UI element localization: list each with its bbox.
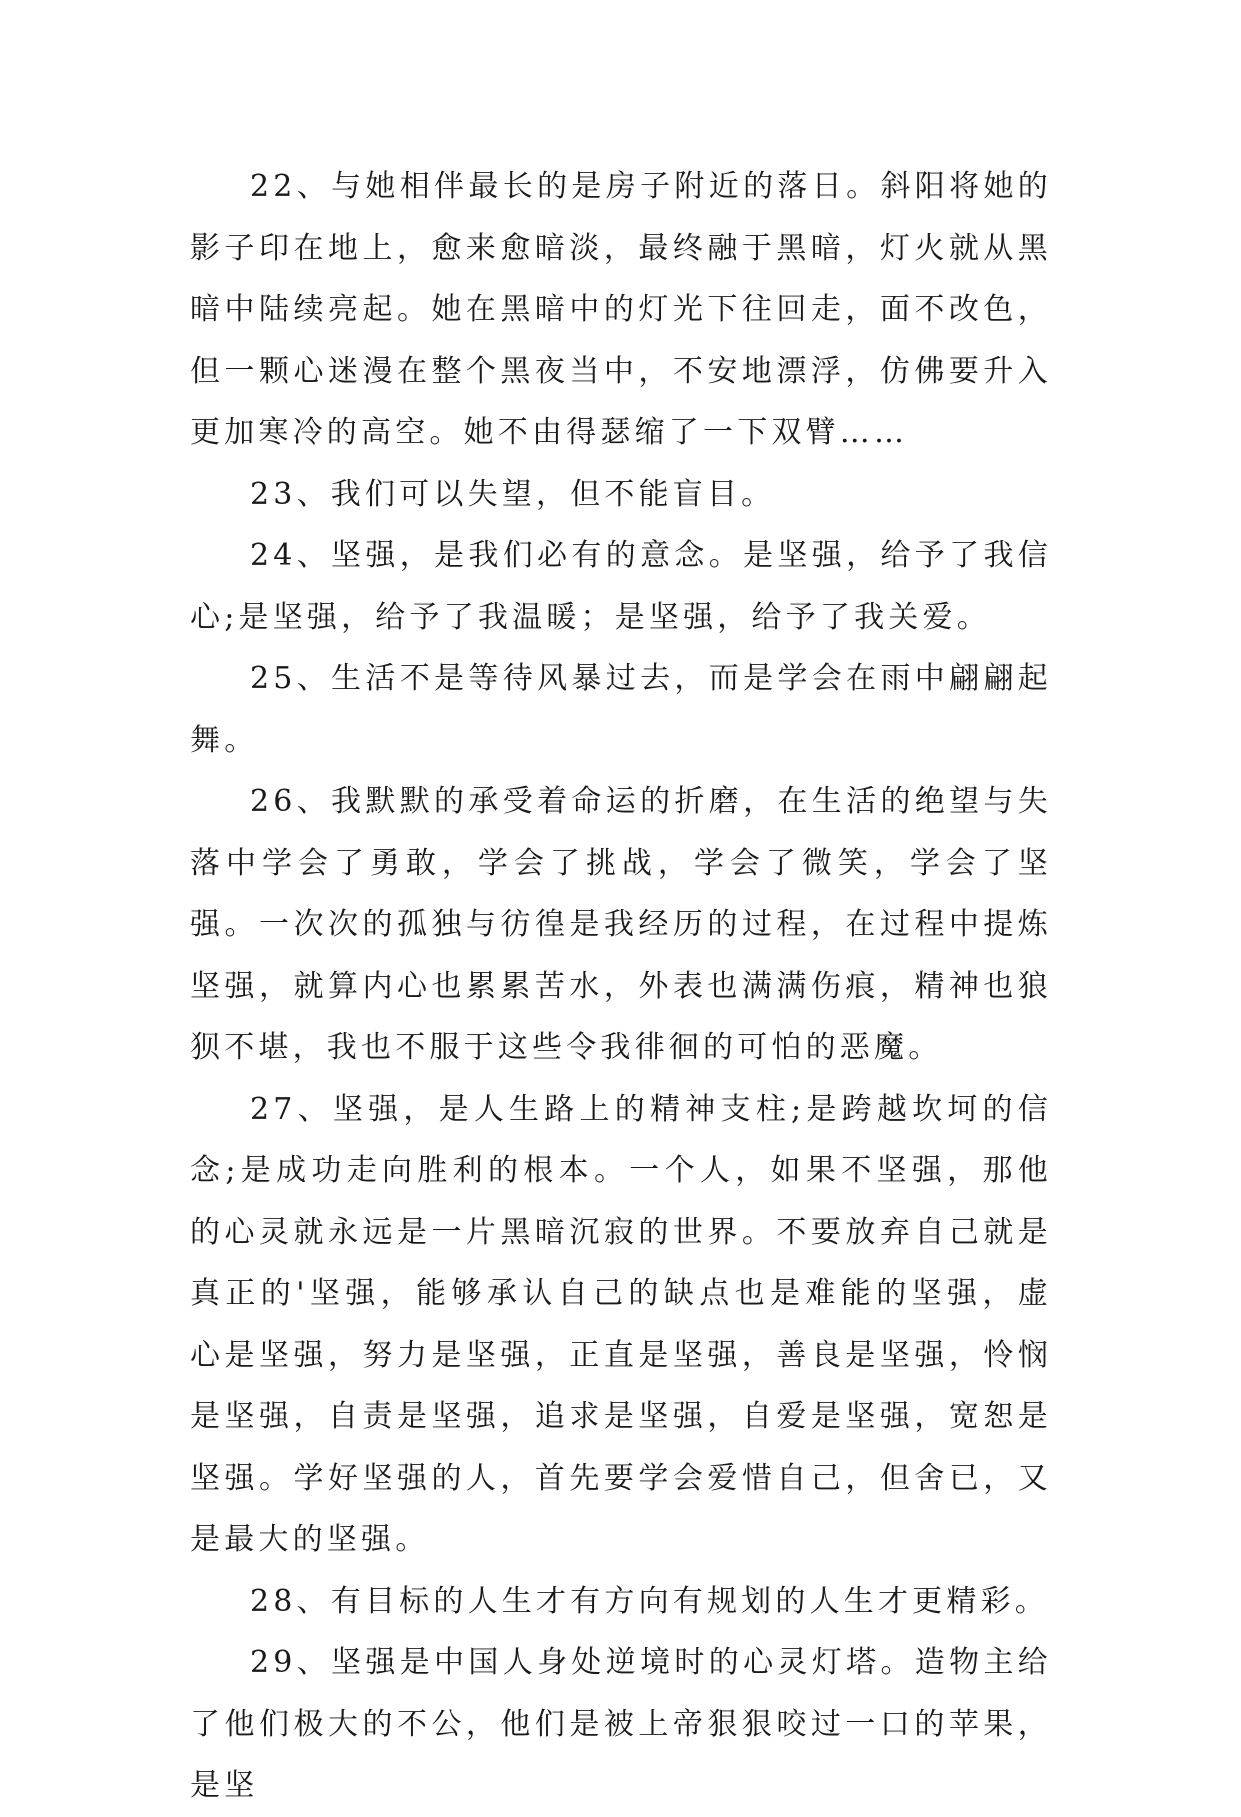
paragraph-24: 24、坚强，是我们必有的意念。是坚强，给予了我信心;是坚强，给予了我温暖；是坚强，给予了我关爱。	[190, 538, 1052, 635]
paragraph-26: 26、我默默的承受着命运的折磨，在生活的绝望与失落中学会了勇敢，学会了挑战，学会了微笑，学会了坚强。一次次的孤独与彷徨是我经历的过程，在过程中提炼坚强，就算内心也累累苦水，外表也满满伤痕，精神也狼狈不堪，我也不服于这些令我徘徊的可怕的恶魔。	[190, 784, 1052, 1065]
paragraph-25: 25、生活不是等待风暴过去，而是学会在雨中翩翩起舞。	[190, 661, 1052, 758]
paragraph-27: 27、坚强，是人生路上的精神支柱;是跨越坎坷的信念;是成功走向胜利的根本。一个人，如果不坚强，那他的心灵就永远是一片黑暗沉寂的世界。不要放弃自己就是真正的'坚强，能够承认自己的缺点也是难能的坚强，虚心是坚强，努力是坚强，正直是坚强，善良是坚强，怜悯是坚强，自责是坚强，追求是坚强，自爱是坚强，宽恕是坚强。学好坚强的人，首先要学会爱惜自己，但舍已，又是最大的坚强。	[190, 1091, 1052, 1557]
paragraph-28: 28、有目标的人生才有方向有规划的人生才更精彩。	[250, 1583, 1049, 1619]
paragraph-23: 23、我们可以失望，但不能盲目。	[250, 476, 776, 512]
document-body	[190, 156, 1052, 1817]
paragraph-29: 29、坚强是中国人身处逆境时的心灵灯塔。造物主给了他们极大的不公，他们是被上帝狠狠咬过一口的苹果，是坚	[190, 1645, 1052, 1803]
paragraph-22: 22、与她相伴最长的是房子附近的落日。斜阳将她的影子印在地上，愈来愈暗淡，最终融于黑暗，灯火就从黑暗中陆续亮起。她在黑暗中的灯光下往回走，面不改色，但一颗心迷漫在整个黑夜当中，不安地漂浮，仿佛要升入更加寒冷的高空。她不由得瑟缩了一下双臂……	[190, 169, 1052, 450]
